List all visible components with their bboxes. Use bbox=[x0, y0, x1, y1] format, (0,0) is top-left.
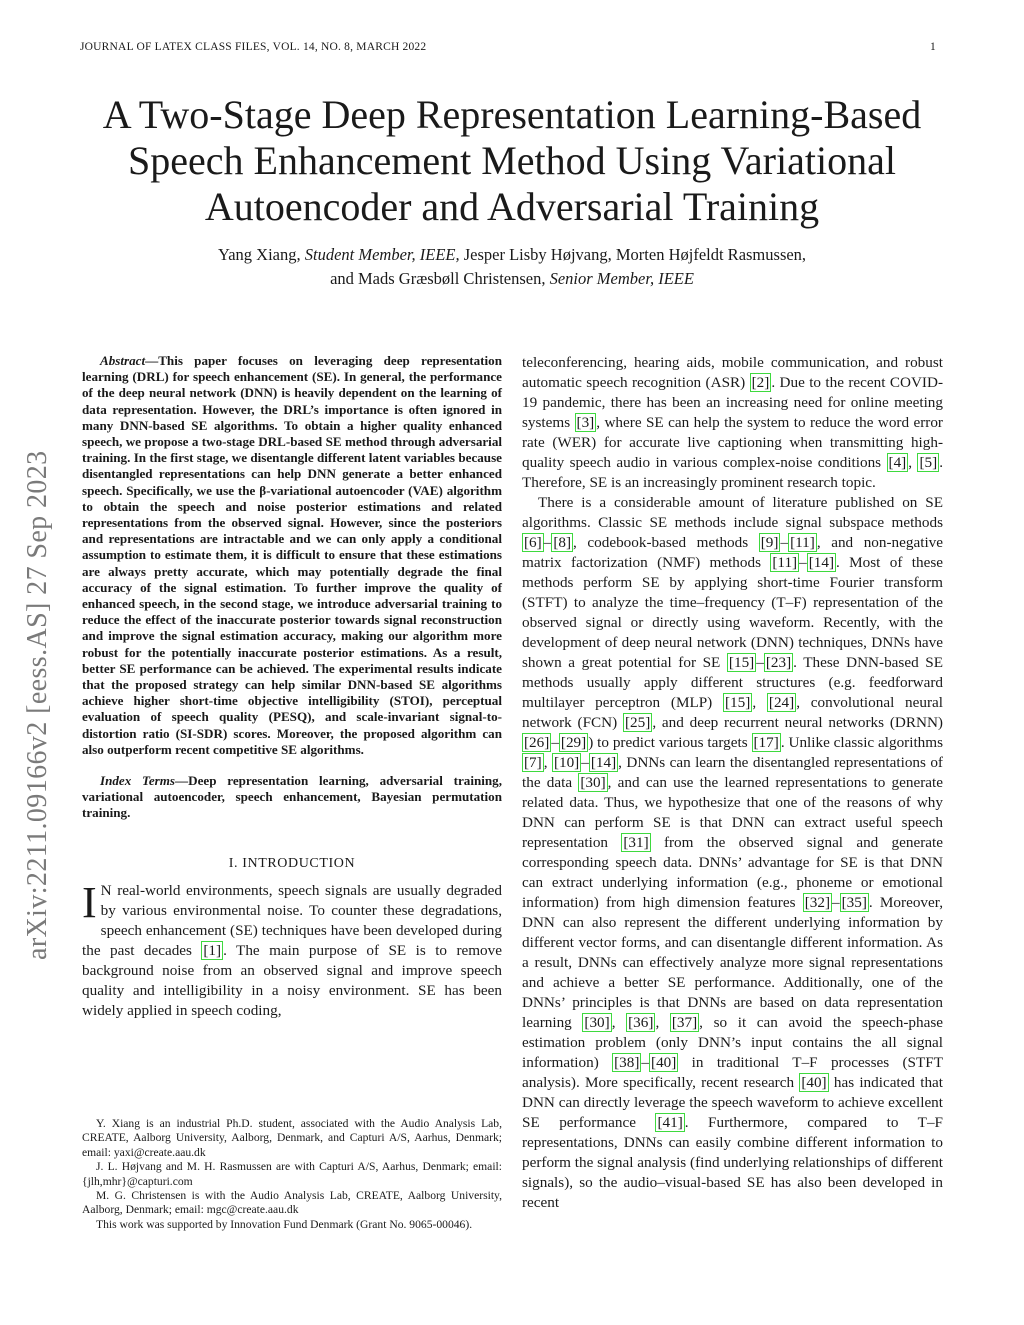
text-run: . Moreover, DNN can also represent the different underlying information by different vector forms, and can disentangle different information. As a result, DNNs can effectively analyze more signal representations and achieve a better SE performance. Additionally, one of the DNNs’ principles is that DNNs are based on data representation learning bbox=[522, 894, 944, 1031]
abstract-label: Abstract bbox=[100, 353, 146, 368]
intro-paragraph bbox=[82, 877, 502, 1021]
citation-link[interactable]: [40] bbox=[651, 1054, 677, 1071]
citation-link[interactable]: [17] bbox=[753, 734, 779, 751]
citation-link[interactable]: [5] bbox=[919, 454, 938, 471]
text-run: , bbox=[908, 454, 918, 471]
intro-text-b: . The main purpose of SE is to remove background noise from an observed signal and improve speech quality and intelligibility in a noisy environment. SE has been widely applied in speech coding, bbox=[82, 941, 502, 1019]
citation-link[interactable]: [9] bbox=[760, 534, 779, 551]
section-heading-introduction bbox=[82, 856, 502, 872]
right-column bbox=[522, 353, 943, 1213]
citation-link[interactable]: [1] bbox=[203, 941, 222, 959]
citation-link[interactable]: [37] bbox=[671, 1014, 698, 1031]
text-run: , codebook-based methods bbox=[573, 534, 759, 551]
section-title-first: I bbox=[242, 855, 248, 871]
citation-link[interactable]: [14] bbox=[590, 754, 617, 771]
author-line1-b: Student Member, IEEE, bbox=[304, 245, 460, 264]
citation-link[interactable]: [29] bbox=[560, 734, 587, 751]
text-run: has indicated that DNN can directly leverage the speech waveform to achieve excellent SE performance bbox=[522, 1074, 943, 1131]
text-run: – bbox=[832, 894, 840, 911]
text-run: . Most of these methods perform SE by applying short-time Fourier transform (STFT) to analyze the time–frequency (T–F) representation of the observed signal or directly using waveform. Recently, with the development of deep neural network (DNN) techniques, DNNs have shown a great potential for SE bbox=[522, 554, 943, 671]
text-run: , and non-negative matrix factorization (NMF) methods bbox=[522, 534, 943, 571]
text-run: – bbox=[581, 754, 589, 771]
paper-title: A Two-Stage Deep Representation Learning-Based Speech Enhancement Method Using Variational Autoencoder and Adversarial Training bbox=[102, 92, 922, 229]
text-run: . Therefore, SE is an increasingly prominent research topic. bbox=[522, 454, 943, 491]
text-run: teleconferencing, hearing aids, mobile communication, and robust automatic speech recognition (ASR) bbox=[522, 354, 943, 391]
citation-link[interactable]: [11] bbox=[790, 534, 815, 551]
text-run: – bbox=[543, 534, 552, 551]
footnote: M. G. Christensen is with the Audio Analysis Lab, CREATE, Aalborg University, Aalborg, Denmark; email: mgc@create.aau.dk bbox=[82, 1189, 502, 1217]
abstract-text: —This paper focuses on leveraging deep representation learning (DRL) for speech enhancement (SE). In general, the performance of the deep neural network (DNN) is heavily dependent on the learning of data representation. However, the DRL’s importance is often ignored in many DNN-based SE algorithms. To obtain a higher quality enhanced speech, we propose a two-stage DRL-based SE method through adversarial training. In the first stage, we disentangle different latent variables because disentangled representations can help DNN generate a better enhanced speech. Specifically, we use the β-variational autoencoder (VAE) algorithm to obtain the speech and noise posterior estimations and related representations from the observed signal. However, since the posteriors and representations are intractable and we can only apply a conditional assumption to estimate them, it is difficult to ensure that these estimations are always pretty accurate, which may potentially degrade the final accuracy of the signal estimation. To further improve the quality of enhanced speech, in the second stage, we introduce adversarial training to reduce the effect of the inaccurate posterior towards signal reconstruction and improve the signal estimation accuracy, making our algorithm more robust for the potentially inaccurate posterior estimations. As a result, better SE performance can be achieved. The experimental results indicate that the proposed strategy can help similar DNN-based SE algorithms achieve higher short-time objective intelligibility (STOI), perceptual evaluation of speech quality (PESQ), and scale-invariant signal-to-distortion ratio (SI-SDR) scores. Moreover, the proposed algorithm can also outperform recent competitive SE algorithms. bbox=[82, 353, 502, 757]
citation-link[interactable]: [26] bbox=[524, 734, 550, 751]
citation-link[interactable]: [10] bbox=[553, 754, 580, 771]
index-terms-label: Index Terms bbox=[100, 773, 176, 789]
text-run: from the observed signal and generate corresponding speech data. DNNs’ advantage for SE is that DNN can extract underlying information (e.g., phoneme or emotional information) from high dimension features bbox=[522, 834, 943, 911]
arxiv-stamp: arXiv:2211.09166v2 [eess.AS] 27 Sep 2023 bbox=[22, 450, 53, 960]
citation-link[interactable]: [4] bbox=[888, 454, 907, 471]
text-run: . Unlike classic algorithms bbox=[780, 734, 943, 751]
citation-link[interactable]: [35] bbox=[841, 894, 867, 911]
author-line1-a: Yang Xiang, bbox=[217, 245, 305, 264]
section-title-rest: NTRODUCTION bbox=[247, 855, 356, 871]
citation-link[interactable]: [38] bbox=[614, 1054, 640, 1071]
text-run: , where SE can help the system to reduce the word error rate (WER) for accurate live captioning when transmitting high-quality speech audio in various complex-noise conditions bbox=[522, 414, 943, 471]
citation-link[interactable]: [25] bbox=[625, 714, 651, 731]
text-run: , bbox=[543, 754, 552, 771]
section-number: I. bbox=[228, 855, 243, 871]
text-run: , so it can avoid the speech-phase estimation problem (only DNN’s input contains the all signal information) bbox=[522, 1014, 943, 1071]
citation-link[interactable]: [7] bbox=[524, 754, 542, 771]
author-line2-a: and Mads Græsbøll Christensen, bbox=[330, 269, 550, 288]
index-terms bbox=[82, 773, 502, 822]
citation-link[interactable]: [24] bbox=[768, 694, 795, 711]
citation-link[interactable]: [14] bbox=[808, 554, 835, 571]
left-column bbox=[82, 353, 502, 1021]
running-header: JOURNAL OF LATEX CLASS FILES, VOL. 14, NO. 8, MARCH 2022 bbox=[80, 41, 427, 53]
text-run: – bbox=[551, 734, 559, 751]
citation-link[interactable]: [8] bbox=[553, 534, 572, 551]
intro-text-a: N real-world environments, speech signals are usually degraded by various environmental noise. To counter these degradations, speech enhancement (SE) techniques have been developed during the past decades bbox=[82, 881, 502, 959]
abstract bbox=[82, 353, 502, 758]
citation-link[interactable]: [40] bbox=[801, 1074, 827, 1091]
paragraph-literature bbox=[522, 493, 943, 1213]
citation-link[interactable]: [11] bbox=[772, 554, 798, 571]
citation-link[interactable]: [15] bbox=[728, 654, 755, 671]
text-run: , DNNs can learn the disentangled representations of the data bbox=[522, 754, 943, 791]
text-run: – bbox=[641, 1054, 650, 1071]
citation-link[interactable]: [30] bbox=[584, 1014, 610, 1031]
citation-link[interactable]: [32] bbox=[804, 894, 831, 911]
author-line1-c: Jesper Lisby Højvang, Morten Højfeldt Rasmussen, bbox=[459, 245, 807, 264]
citation-link[interactable]: [6] bbox=[524, 534, 542, 551]
text-run: , convolutional neural network (FCN) bbox=[522, 694, 943, 731]
text-run: in traditional T–F processes (STFT analysis). More specifically, recent research bbox=[522, 1054, 943, 1091]
text-run: ) to predict various targets bbox=[588, 734, 752, 751]
text-run: – bbox=[799, 554, 807, 571]
text-run: – bbox=[756, 654, 764, 671]
text-run: There is a considerable amount of literature published on SE algorithms. Classic SE methods include signal subspace methods bbox=[522, 494, 943, 531]
author-list bbox=[60, 243, 964, 291]
text-run: – bbox=[780, 534, 789, 551]
footnote: This work was supported by Innovation Fund Denmark (Grant No. 9065-00046). bbox=[96, 1217, 473, 1231]
text-run: , bbox=[611, 1014, 627, 1031]
paragraph-motivation bbox=[522, 353, 943, 493]
citation-link[interactable]: [41] bbox=[657, 1114, 683, 1131]
citation-link[interactable]: [23] bbox=[765, 654, 792, 671]
text-run: , bbox=[655, 1014, 670, 1031]
text-run: . Due to the recent COVID-19 pandemic, there has been an increasing need for online meeting systems bbox=[522, 374, 943, 431]
author-line2-b: Senior Member, IEEE bbox=[549, 269, 694, 288]
index-terms-text: —Deep representation learning, adversarial training, variational autoencoder, speech enhancement, Bayesian permutation training. bbox=[82, 773, 502, 821]
citation-link[interactable]: [36] bbox=[628, 1014, 654, 1031]
citation-link[interactable]: [31] bbox=[623, 834, 649, 851]
citation-link[interactable]: [3] bbox=[576, 414, 595, 431]
footnote: J. L. Højvang and M. H. Rasmussen are with Capturi A/S, Aarhus, Denmark; email: {jlh,mhr}@capturi.com bbox=[82, 1160, 502, 1188]
footnote: Y. Xiang is an industrial Ph.D. student, associated with the Audio Analysis Lab, CREATE, Aalborg University, Aalborg, Denmark, and Capturi A/S, Aarhus, Denmark; email: yaxi@create.aau.dk bbox=[82, 1117, 502, 1159]
page-number: 1 bbox=[930, 41, 936, 53]
text-run: . Furthermore, compared to T–F representations, DNNs can easily combine different information to perform the signal analysis (find underlying relationships of different signals), so the audio–visual-based SE has also been developed in recent bbox=[522, 1114, 943, 1211]
drop-cap: I bbox=[82, 877, 97, 927]
text-run: . These DNN-based SE methods usually apply different structures (e.g. feedforward multilayer perceptron (MLP) bbox=[522, 654, 943, 711]
text-run: , and can use the learned representations to generate related data. Thus, we hypothesize that one of the reasons of why DNN can perform SE is that DNN can extract useful speech representation bbox=[522, 774, 943, 851]
text-run: , bbox=[752, 694, 767, 711]
citation-link[interactable]: [15] bbox=[725, 694, 751, 711]
citation-link[interactable]: [2] bbox=[751, 374, 770, 391]
footnotes bbox=[82, 1117, 502, 1232]
text-run: , and deep recurrent neural networks (DRNN) bbox=[652, 714, 943, 731]
citation-link[interactable]: [30] bbox=[580, 774, 606, 791]
